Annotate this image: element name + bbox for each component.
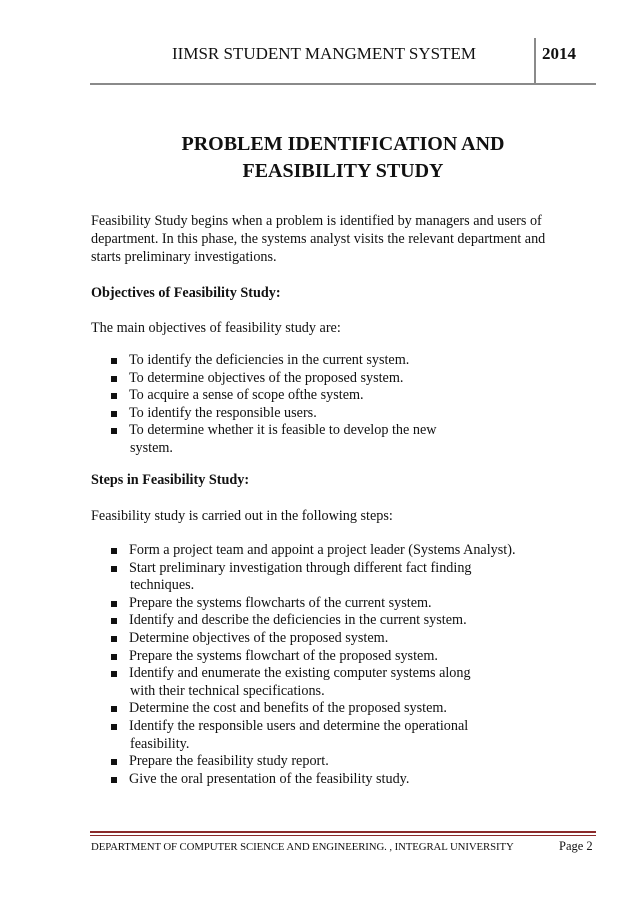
header-year: 2014 <box>542 44 576 63</box>
bullet-icon <box>111 724 117 730</box>
list-item-text: To acquire a sense of scope ofthe system. <box>129 387 364 404</box>
page-title-line-2: FEASIBILITY STUDY <box>242 160 444 182</box>
bullet-icon <box>111 411 117 417</box>
bullet-icon <box>111 671 117 677</box>
list-item <box>0 700 638 718</box>
list-item-text: To identify the deficiencies in the current system. <box>129 352 410 368</box>
list-item-text: Determine objectives of the proposed system. <box>129 629 389 646</box>
list-item-text: with their technical specifications. <box>130 682 325 699</box>
bullet-icon <box>111 376 117 382</box>
list-item-text: Prepare the systems flowchart of the proposed system. <box>129 647 438 664</box>
list-item <box>0 422 638 457</box>
list-item-text: techniques. <box>130 577 195 594</box>
page-title-line-1: PROBLEM IDENTIFICATION AND <box>181 133 505 155</box>
bullet-icon <box>111 548 117 554</box>
steps-list <box>0 542 638 788</box>
intro-line: starts preliminary investigations. <box>91 249 277 265</box>
intro-line: Feasibility Study begins when a problem is identified by managers and users of <box>91 213 542 229</box>
list-item <box>0 718 638 753</box>
list-item-text: Identify the responsible users and determine the operational <box>129 717 469 734</box>
steps-heading: Steps in Feasibility Study: <box>91 472 250 488</box>
list-item-text: Prepare the systems flowcharts of the current system. <box>129 594 432 611</box>
intro-line: department. In this phase, the systems analyst visits the relevant department and <box>91 231 546 247</box>
list-item <box>0 560 638 595</box>
list-item <box>0 612 638 630</box>
list-item-text: To determine objectives of the proposed system. <box>129 369 404 386</box>
list-item-text: Start preliminary investigation through different fact finding <box>129 559 472 576</box>
list-item <box>0 542 638 560</box>
bullet-icon <box>111 393 117 399</box>
list-item-text: Identify and enumerate the existing computer systems along <box>129 665 471 682</box>
header-rule <box>90 83 596 85</box>
header-divider <box>534 38 536 84</box>
bullet-icon <box>111 759 117 765</box>
list-item <box>0 771 638 789</box>
bullet-icon <box>111 566 117 572</box>
bullet-icon <box>111 706 117 712</box>
bullet-icon <box>111 777 117 783</box>
list-item <box>0 595 638 613</box>
footer-department: DEPARTMENT OF COMPUTER SCIENCE AND ENGINEERING. , INTEGRAL UNIVERSITY <box>91 841 514 853</box>
list-item <box>0 630 638 648</box>
footer-rule-thin <box>90 835 596 836</box>
list-item-text: system. <box>130 439 173 456</box>
bullet-icon <box>111 428 117 434</box>
page-number: Page 2 <box>559 839 593 853</box>
intro-paragraph <box>91 212 601 266</box>
list-item-text: To determine whether it is feasible to develop the new <box>129 422 437 439</box>
objectives-lead-text: The main objectives of feasibility study are: <box>91 320 341 336</box>
list-item-text: To identify the responsible users. <box>129 404 317 421</box>
list-item <box>0 405 638 423</box>
list-item-text: Identify and describe the deficiencies in the current system. <box>129 612 467 629</box>
steps-lead-text: Feasibility study is carried out in the following steps: <box>91 508 393 524</box>
bullet-icon <box>111 636 117 642</box>
list-item-text: Prepare the feasibility study report. <box>129 753 329 770</box>
bullet-icon <box>111 601 117 607</box>
header-title: IIMSR STUDENT MANGMENT SYSTEM <box>172 44 476 63</box>
bullet-icon <box>111 618 117 624</box>
list-item-text: feasibility. <box>130 735 190 752</box>
objectives-heading: Objectives of Feasibility Study: <box>91 285 281 301</box>
bullet-icon <box>111 358 117 364</box>
page-title <box>90 131 596 185</box>
list-item <box>0 648 638 666</box>
list-item <box>0 753 638 771</box>
footer-rule <box>90 831 596 833</box>
objectives-lead <box>91 319 601 337</box>
list-item <box>0 370 638 388</box>
steps-lead <box>91 507 601 525</box>
bullet-icon <box>111 654 117 660</box>
list-item-text: Form a project team and appoint a project leader (Systems Analyst). <box>129 542 516 558</box>
list-item <box>0 352 638 370</box>
list-item <box>0 387 638 405</box>
list-item-text: Give the oral presentation of the feasibility study. <box>129 770 410 787</box>
list-item-text: Determine the cost and benefits of the proposed system. <box>129 700 447 717</box>
list-item <box>0 665 638 700</box>
objectives-list <box>0 352 638 458</box>
